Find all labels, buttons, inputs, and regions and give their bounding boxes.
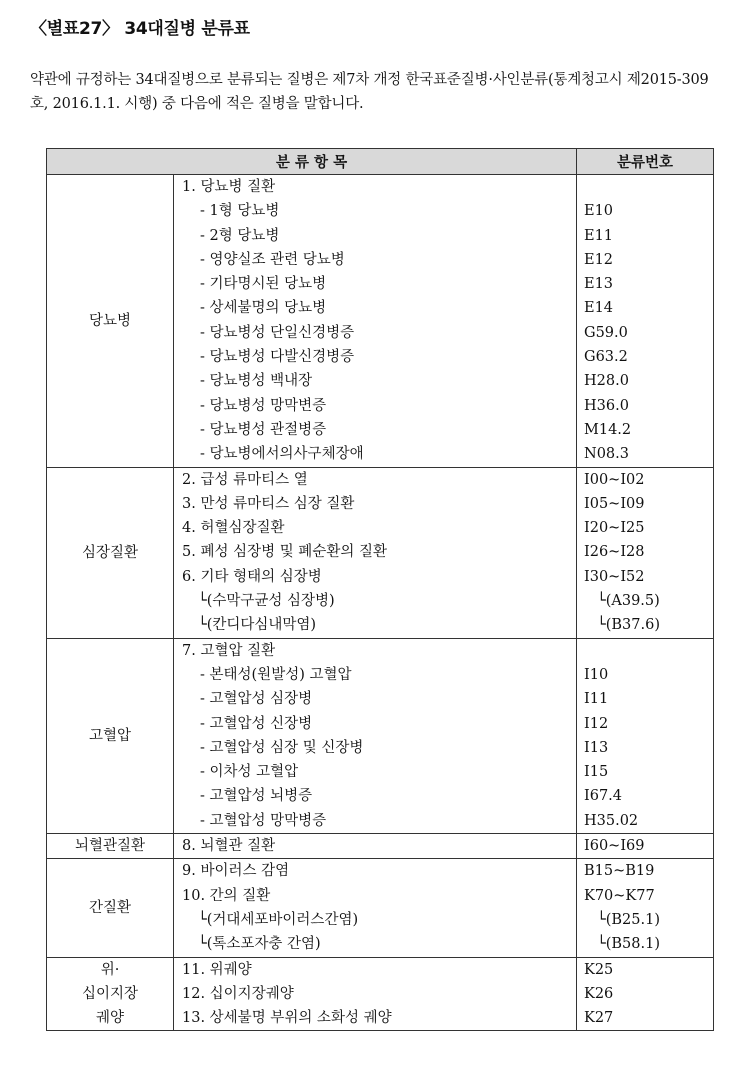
classification-item: 5. 폐성 심장병 및 폐순환의 질환 [182,544,387,561]
classification-code: I67.4 [584,788,623,805]
category-cell [47,834,174,859]
table-header-row [47,149,714,175]
classification-code: I20~I25 [584,520,645,537]
classification-code: I11 [584,691,609,708]
disease-classification-table [46,148,714,1031]
classification-item: - 고혈압성 심장병 [200,691,313,708]
codes-cell [577,957,714,1031]
classification-item: 1. 당뇨병 질환 [182,179,276,195]
classification-code: N08.3 [584,446,629,463]
classification-item: 13. 상세불명 부위의 소화성 궤양 [182,1010,392,1027]
classification-code: K70~K77 [584,887,655,904]
intro-paragraph: 약관에 규정하는 34대질병으로 분류되는 질병은 제7차 개정 한국표준질병·사인분류(통계청고시 제2015-309호, 2016.1.1. 시행) 중 다음에 적은 질병을 말합니다. [30,72,709,112]
codes-cell [577,638,714,833]
classification-item: - 2형 당뇨병 [200,227,280,244]
items-cell [174,467,577,638]
items-cell [174,638,577,833]
table-body [47,175,714,1031]
classification-code: E14 [584,300,614,317]
table-group-row [47,834,714,859]
codes-cell [577,834,714,859]
classification-item: 7. 고혈압 질환 [182,642,276,659]
classification-item: - 당뇨병에서의사구체장애 [200,446,364,463]
classification-item: 6. 기타 형태의 심장병 [182,568,322,585]
classification-item: - 상세불명의 당뇨병 [200,300,327,317]
category-label: 고혈압 [88,727,132,744]
table-group-row [47,467,714,638]
category-cell [47,957,174,1031]
classification-item: └(수막구균성 심장병) [198,593,335,610]
classification-item: 11. 위궤양 [182,961,252,978]
classification-code: H28.0 [584,373,629,390]
classification-code: └(B58.1) [597,936,660,953]
classification-code: I12 [584,715,609,732]
classification-code: I05~I09 [584,495,645,512]
classification-item: - 당뇨병성 관절병증 [200,421,327,438]
classification-item: - 당뇨병성 단일신경병증 [200,324,355,341]
classification-code: M14.2 [584,421,632,438]
classification-item: 8. 뇌혈관 질환 [182,838,276,855]
items-cell [174,175,577,468]
classification-item: 10. 간의 질환 [182,887,271,904]
classification-code: E12 [584,251,614,268]
classification-code: E10 [584,203,614,220]
classification-item: - 본태성(원발성) 고혈압 [200,666,352,683]
classification-item: - 당뇨병성 다발신경병증 [200,349,355,366]
classification-code: G63.2 [584,349,628,366]
document-title: 〈별표27〉 34대질병 분류표 [30,19,250,39]
codes-cell [577,175,714,468]
category-label: 심장질환 [81,544,139,561]
classification-code: └(B37.6) [597,617,660,634]
category-cell [47,638,174,833]
classification-code: H35.02 [584,812,639,829]
classification-item: - 1형 당뇨병 [200,203,280,220]
category-label-line: 위· [100,961,120,978]
table-group-row [47,175,714,468]
classification-code: B15~B19 [584,863,655,880]
classification-item: └(거대세포바이러스간염) [198,911,359,928]
classification-item: - 기타명시된 당뇨병 [200,276,327,293]
category-cell [47,859,174,957]
classification-code: E13 [584,276,614,293]
classification-item: - 당뇨병성 망막변증 [200,397,327,414]
classification-code: I30~I52 [584,568,645,585]
classification-code: I26~I28 [584,544,645,561]
header-classification-items: 분 류 항 목 [47,149,577,175]
classification-code [577,175,713,199]
classification-item: └(톡소포자충 간염) [198,936,321,953]
items-cell [174,859,577,957]
classification-item: - 고혈압성 심장 및 신장병 [200,739,364,756]
classification-item: - 고혈압성 뇌병증 [200,788,313,805]
classification-item: 2. 급성 류마티스 열 [182,471,308,488]
items-cell [174,957,577,1031]
classification-code: K25 [584,961,614,978]
classification-code: I60~I69 [584,838,645,855]
category-cell [47,467,174,638]
classification-code: └(A39.5) [597,593,660,610]
classification-code: I10 [584,666,609,683]
classification-item: 12. 십이지장궤양 [182,985,294,1002]
classification-code: I00~I02 [584,471,645,488]
table-group-row [47,859,714,957]
items-cell [174,834,577,859]
codes-cell [577,467,714,638]
classification-item: 4. 허혈심장질환 [182,520,285,537]
classification-code: I13 [584,739,609,756]
category-label: 뇌혈관질환 [74,838,146,855]
classification-code: I15 [584,764,609,781]
classification-item: - 고혈압성 신장병 [200,715,313,732]
category-cell [47,175,174,468]
classification-code: └(B25.1) [597,911,660,928]
classification-code [577,639,713,663]
classification-item: - 영양실조 관련 당뇨병 [200,251,345,268]
classification-item: - 고혈압성 망막병증 [200,812,327,829]
classification-code: H36.0 [584,397,629,414]
classification-item: 9. 바이러스 감염 [182,863,290,880]
codes-cell [577,859,714,957]
classification-code: E11 [584,227,614,244]
classification-item: 3. 만성 류마티스 심장 질환 [182,495,355,512]
table-group-row [47,957,714,1031]
header-classification-code: 분류번호 [577,149,714,175]
category-label: 간질환 [88,899,132,916]
classification-item: └(칸디다심내막염) [198,617,317,634]
table-group-row [47,638,714,833]
classification-code: K26 [584,985,614,1002]
category-label-line: 십이지장 [81,985,139,1002]
classification-item: - 이차성 고혈압 [200,764,299,781]
category-label-line: 궤양 [95,1009,124,1026]
classification-item: - 당뇨병성 백내장 [200,373,313,390]
classification-code: K27 [584,1010,614,1027]
category-label: 당뇨병 [88,312,132,329]
classification-code: G59.0 [584,324,628,341]
